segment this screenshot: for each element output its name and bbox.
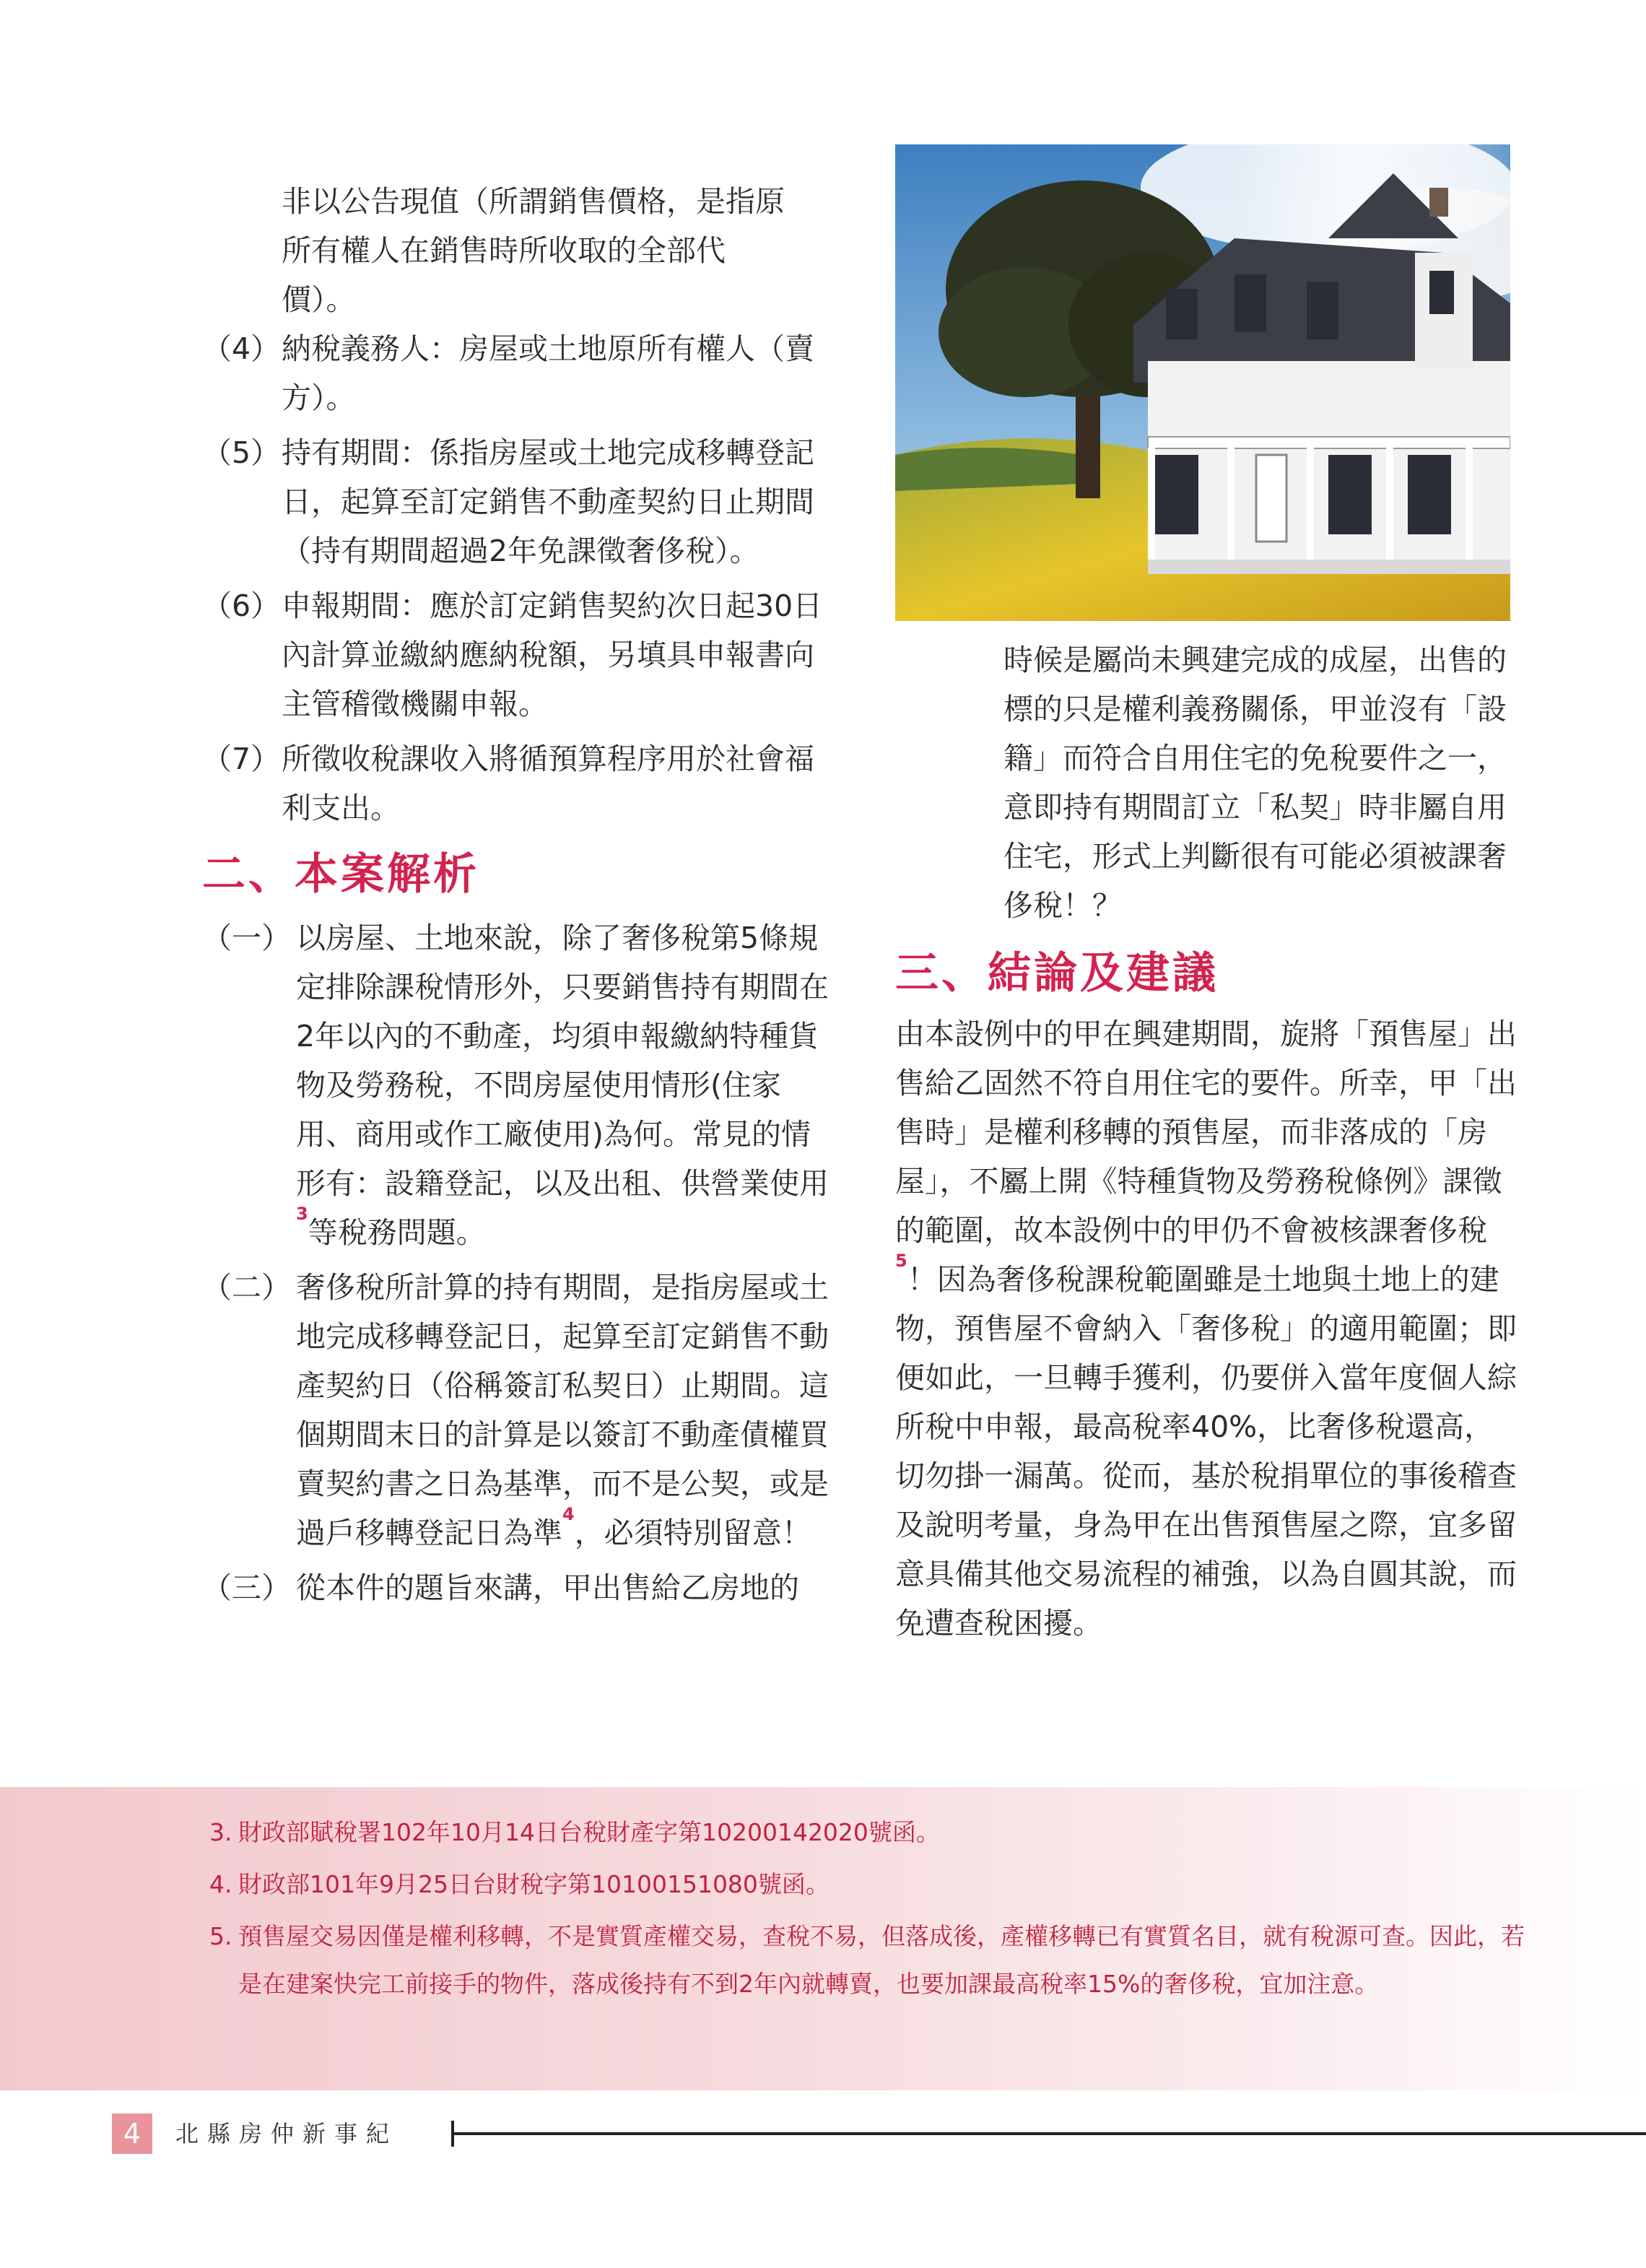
analysis-item [202, 1563, 837, 1612]
left-column [202, 177, 837, 1618]
footnote-number: 4. [209, 1870, 232, 1898]
item-text: 納稅義務人：房屋或土地原所有權人（賣方）。 [282, 331, 814, 415]
footnote-text: 財政部賦稅署102年10月14日台稅財產字第10200142020號函。 [238, 1818, 940, 1846]
item-text: 所徵收稅課收入將循預算程序用於社會福利支出。 [282, 742, 814, 825]
list-item [202, 428, 837, 575]
house-photo [895, 144, 1510, 621]
item-text: 從本件的題旨來講，甲出售給乙房地的 [296, 1570, 799, 1605]
footnote [209, 1913, 1530, 2008]
item-number: （一） [202, 921, 291, 955]
conclusion-text: 由本設例中的甲在興建期間，旋將「預售屋」出售給乙固然不符自用住宅的要件。所幸，甲「出售時」是權利移轉的預售屋，而非落成的「房屋」，不屬上開《特種貨物及勞務稅條例》課徵的範圍，故本設例中的甲仍不會被核課奢侈稅 [895, 1017, 1517, 1248]
footnote-ref: 4 [562, 1504, 575, 1524]
intro-line: 價）。 [282, 282, 356, 317]
footnote-number: 5. [209, 1922, 232, 1950]
right-column [895, 635, 1523, 1648]
item-text: 奢侈稅所計算的持有期間，是指房屋或土地完成移轉登記日，起算至訂定銷售不動產契約日（俗稱簽訂私契日）止期間。這個期間末日的計算是以簽訂不動產債權買賣契約書之日為基準，而不是公契，或是過戶移轉登記日為準 [296, 1270, 829, 1550]
item-number: （三） [202, 1570, 291, 1605]
analysis-item [202, 913, 837, 1257]
page-number: 4 [112, 2113, 152, 2154]
page-footer [112, 2113, 1646, 2154]
item-text: 以房屋、土地來說，除了奢侈稅第5條規定排除課稅情形外，只要銷售持有期間在2年以內的不動產，均須申報繳納特種貨物及勞務稅，不問房屋使用情形(住家用、商用或作工廠使用)為何。常見的情形有：設籍登記，以及出租、供營業使用 [296, 921, 829, 1201]
magazine-title: 北縣房仲新事紀 [175, 2120, 399, 2147]
footer-rule [451, 2132, 1646, 2135]
item-text: 等稅務問題。 [308, 1215, 486, 1250]
item-number: （4） [202, 331, 281, 366]
footnote-list [209, 1809, 1530, 2012]
footnote [209, 1809, 1530, 1856]
item-text: 持有期間：係指房屋或土地完成移轉登記日，起算至訂定銷售不動產契約日止期間（持有期間超過2年免課徵奢侈稅）。 [282, 435, 814, 568]
section-heading-conclusion: 三、結論及建議 [895, 948, 1219, 999]
list-item [202, 734, 837, 833]
conclusion-text: ！因為奢侈稅課稅範圍雖是土地與土地上的建物，預售屋不會納入「奢侈稅」的適用範圍；即便如此，一旦轉手獲利，仍要併入當年度個人綜所稅中申報，最高稅率40%，比奢侈稅還高，切勿掛一漏萬。從而，基於稅捐單位的事後稽查及說明考量，身為甲在出售預售屋之際，宜多留意具備其他交易流程的補強，以為自圓其說，而免遭查稅困擾。 [895, 1262, 1517, 1641]
item-number: （5） [202, 435, 281, 470]
footnote-number: 3. [209, 1818, 232, 1846]
footnote-text: 財政部101年9月25日台財稅字第10100151080號函。 [238, 1870, 829, 1898]
footnote [209, 1861, 1530, 1908]
intro-line: 所有權人在銷售時所收取的全部代 [282, 233, 726, 268]
footnote-ref: 3 [296, 1204, 308, 1224]
intro-line: 非以公告現值（所謂銷售價格，是指原 [282, 184, 785, 219]
conclusion-paragraph [895, 1009, 1523, 1648]
section-heading-analysis: 二、本案解析 [202, 849, 479, 900]
item-text: 申報期間：應於訂定銷售契約次日起30日內計算並繳納應納稅額，另填具申報書向主管稽徵機關申報。 [282, 588, 823, 721]
footnote-text: 預售屋交易因僅是權利移轉，不是實質產權交易，查稅不易，但落成後，產權移轉已有實質名目，就有稅源可查。因此，若是在建案快完工前接手的物件，落成後持有不到2年內就轉賣，也要加課最高稅率15%的奢侈稅，宜加注意。 [238, 1922, 1525, 1998]
item-text: ，必須特別留意！ [574, 1516, 811, 1550]
continuation-paragraph: 時候是屬尚未興建完成的成屋，出售的標的只是權利義務關係，甲並沒有「設籍」而符合自用住宅的免稅要件之一，意即持有期間訂立「私契」時非屬自用住宅，形式上判斷很有可能必須被課奢侈稅！？ [1003, 643, 1507, 923]
item-number: （二） [202, 1270, 291, 1305]
footnotes-band [0, 1787, 1646, 2090]
list-item [202, 324, 837, 422]
item-number: （6） [202, 588, 281, 623]
item-number: （7） [202, 742, 281, 776]
intro-paragraph [202, 177, 837, 324]
list-item [202, 581, 837, 729]
analysis-item [202, 1263, 837, 1557]
footnote-ref: 5 [895, 1251, 907, 1271]
